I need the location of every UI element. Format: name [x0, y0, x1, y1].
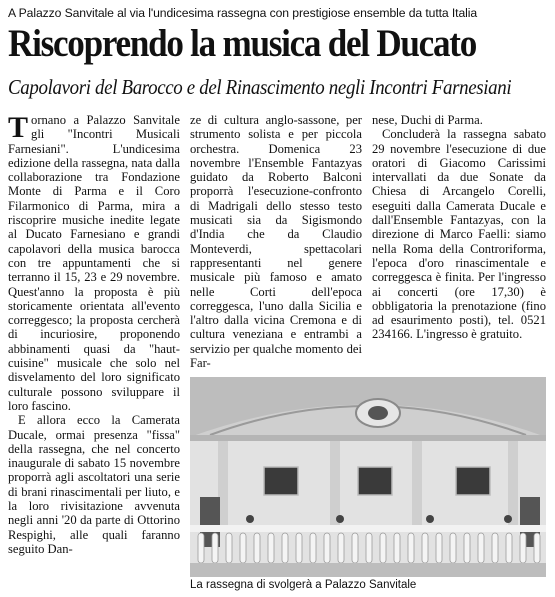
article-kicker: A Palazzo Sanvitale al via l'undicesima rassegna con prestigiose ensemble da tutta Italia	[8, 6, 478, 20]
paragraph: Concluderà la rassegna sabato 29 novembre l'esecuzione di due oratori di Giacomo Carissimi intervallati da due Sonate da Chiesa di Arcangelo Corelli, eseguiti dalla Camerata Ducale e dall'Ensemble Fantazyas, con la direzione di Marco Faelli: siamo nella Roma della Controriforma, l'epoca d'oro rinascimentale e correggesca è finita. Per l'ingresso ai concerti (ore 17,30) è obbligatoria la prenotazione (fino ad esaurimento posti), tel. 0521 234166. L'ingresso è gratuito.	[372, 127, 546, 342]
photo-caption: La rassegna di svolgerà a Palazzo Sanvitale	[190, 579, 417, 591]
article-column-3	[372, 113, 546, 371]
hall-illustration	[190, 377, 546, 577]
palazzo-sanvitale-photo	[190, 377, 546, 577]
article-deck: Capolavori del Barocco e del Rinascimento negli Incontri Farnesiani	[8, 75, 512, 99]
article-column-1	[8, 113, 180, 556]
paragraph: E allora ecco la Camerata Ducale, ormai presenza "fissa" della rassegna, che nel concerto inaugurale di sabato 15 novembre proporrà agli ascoltatori una serie di brani rinascimentali per liuto, e la loro rivisitazione avvenuta negli anni '20 da parte di Ottorino Respighi, alle quali faranno seguito Dan-	[8, 413, 180, 556]
article-headline: Riscoprendo la musica del Ducato	[8, 22, 476, 65]
paragraph	[8, 113, 180, 413]
article-column-2	[190, 113, 362, 371]
paragraph: nese, Duchi di Parma.	[372, 113, 483, 127]
drop-cap: T	[8, 111, 29, 144]
paragraph-text: ornano a Palazzo Sanvitale gli "Incontri Musicali Farnesiani". L'undicesima edizione della rassegna, nata dalla collaborazione tra Fondazione Monte di Parma e il Coro Filarmonico di Parma, mira a riscoprire musiche inedite legate al Ducato Farnesiano e grandi capolavori della musica barocca con tre appuntamenti che si terranno il 15, 23 e 29 novembre. Quest'anno la proposta è più storicamente orientata all'evento correggesco; la proposta cercherà di incuriosire, proponendo abbinamenti quasi da "haut-cuisine" musicale che solo nel disvelamento del loro significato culturale possono sviluppare il loro fascino.	[8, 113, 180, 413]
paragraph: ze di cultura anglo-sassone, per strumento solista e per piccola orchestra. Domenica 23 novembre l'Ensemble Fantazyas guidato da Roberto Balconi proporrà l'esecuzione-confronto di Madrigali dello stesso testo musicati sia da Sigismondo d'India che da Claudio Monteverdi, spettacolari rappresentanti nel genere musicale più famoso e amato nelle Corti dell'epoca correggesca, l'uno dalla Sicilia e l'altro dalla vicina Cremona e di cultura veneziana e entrambi a servizio per qualche momento dei Far-	[190, 113, 362, 371]
